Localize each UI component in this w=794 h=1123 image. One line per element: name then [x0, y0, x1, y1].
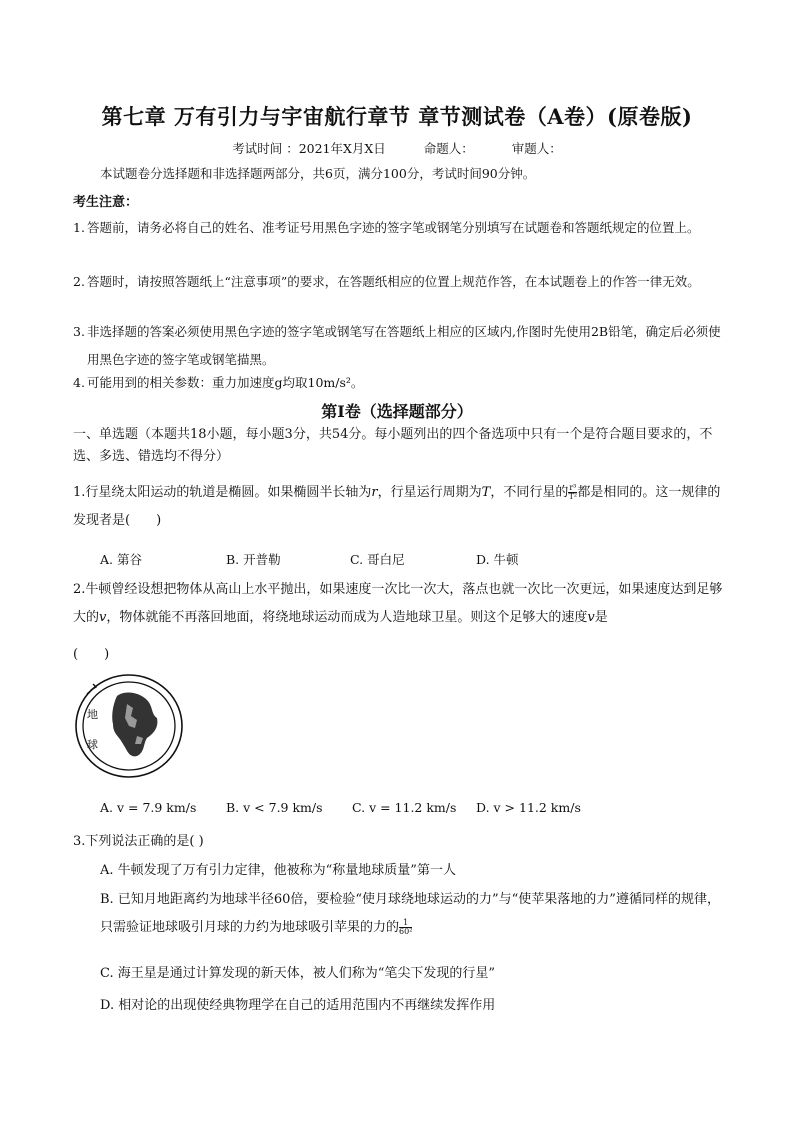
q3-option-b-text: B. 已知月地距离约为地球半径60倍，要检验“使月球绕地球运动的力”与“使苹果落地的力”遵循同样的规律，只需验证地球吸引月球的力约为地球吸引苹果的力的 — [100, 892, 720, 935]
q1-options — [100, 550, 519, 568]
var-r: r — [371, 485, 378, 500]
reviewer-label: 审题人： — [511, 141, 562, 156]
q3-option-d[interactable]: D. 相对论的出现使经典物理学在自己的适用范围内不再继续发挥作用 — [100, 998, 496, 1013]
figure-label-earth-1: 地 — [87, 708, 98, 721]
page-title: 第七章 万有引力与宇宙航行章节 章节测试卷（A卷）(原卷版) — [101, 104, 693, 129]
notice-item — [73, 318, 725, 374]
q1-stem-b: ，行星运行周期为 — [377, 485, 482, 500]
notice-item-number: 1. — [73, 220, 85, 235]
fraction-numerator: r³ — [569, 483, 577, 492]
exam-time: 考试时间 ：2021年X月X日 — [232, 141, 386, 156]
fraction-numerator: 1 — [399, 919, 412, 928]
q1-stem-c: ，不同行星的 — [490, 485, 569, 500]
fraction-denominator: 60² — [399, 927, 413, 936]
q2-answer-blank: ( ) — [73, 647, 110, 662]
notice-item-number: 4. — [73, 375, 85, 390]
q1-option-a[interactable]: A. 第谷 — [100, 552, 142, 567]
notice-heading: 考生注意： — [73, 195, 139, 210]
intro-text: 本试题卷分选择题和非选择题两部分，共6页，满分100分，考试时间90分钟。 — [100, 166, 536, 181]
orbit-arrow — [87, 684, 96, 694]
q3-option-c[interactable]: C. 海王星是通过计算发现的新天体，被人们称为“笔尖下发现的行星” — [100, 966, 496, 981]
fraction-denominator: T² — [568, 492, 578, 501]
exam-meta — [0, 139, 794, 157]
q1-option-c[interactable]: C. 哥白尼 — [350, 552, 405, 567]
figure-label-earth-2: 球 — [87, 738, 98, 751]
var-T: T — [481, 485, 491, 500]
q2-stem-a: 2.牛顿曾经设想把物体从高山上水平抛出，如果速度一次比一次大，落点也就一次比一次更远，如果速度达到足够大的 — [73, 582, 723, 625]
notice-item-text: 答题前，请务必将自己的姓名、准考证号用黑色字迹的签字笔或钢笔分别填写在试题卷和答题纸规定的位置上。 — [87, 220, 700, 235]
author-label: 命题人： — [423, 141, 474, 156]
q1-option-d[interactable]: D. 牛顿 — [476, 552, 519, 567]
part-title: 第Ⅰ卷（选择题部分） — [321, 402, 473, 421]
q1-stem-d: 都是相同的。这一规律的发现者是( ) — [73, 485, 721, 528]
question-2 — [73, 576, 725, 632]
q1-stem-a: 1.行星绕太阳运动的轨道是椭圆。如果椭圆半长轴为 — [73, 485, 372, 500]
notice-item-text: 非选择题的答案必须使用黑色字迹的签字笔或钢笔写在答题纸上相应的区域内,作图时先使用2B铅笔，确定后必须使用黑色字迹的签字笔或钢笔描黑。 — [87, 324, 721, 367]
notice-item-text: 可能用到的相关参数：重力加速度g均取10m/s²。 — [87, 375, 364, 390]
q2-option-c[interactable]: C. v = 11.2 km/s — [352, 800, 457, 815]
fraction-1-over-60-squared — [399, 919, 412, 936]
notice-item — [73, 214, 725, 242]
var-v: v — [587, 610, 595, 625]
q1-option-b[interactable]: B. 开普勒 — [226, 552, 281, 567]
earth-orbit-diagram — [73, 672, 185, 780]
q2-option-d[interactable]: D. v > 11.2 km/s — [476, 800, 581, 815]
question-3-stem: 3.下列说法正确的是( ) — [73, 834, 204, 849]
notice-item-number: 2. — [73, 274, 85, 289]
notice-item-text: 答题时，请按照答题纸上“注意事项”的要求，在答题纸相应的位置上规范作答，在本试题卷上的作答一律无效。 — [87, 274, 700, 289]
q2-option-a[interactable]: A. v = 7.9 km/s — [100, 800, 197, 815]
q3-option-b[interactable] — [100, 886, 725, 942]
var-v: v — [99, 610, 107, 625]
notice-item — [73, 369, 725, 397]
question-1 — [73, 479, 725, 535]
q2-stem-b: ，物体就能不再落回地面，将绕地球运动而成为人造地球卫星。则这个足够大的速度 — [106, 610, 588, 625]
fraction-r3-over-T2 — [568, 484, 577, 501]
q3-option-a[interactable]: A. 牛顿发现了万有引力定律，他被称为“称量地球质量”第一人 — [100, 863, 456, 878]
section-instructions: 一、单选题（本题共18小题，每小题3分，共54分。每小题列出的四个备选项中只有一个是符合题目要求的，不选、多选、错选均不得分） — [73, 427, 713, 464]
notice-item-number: 3. — [73, 324, 85, 339]
q2-options — [100, 800, 581, 815]
q2-stem-c: 是 — [594, 610, 608, 625]
q2-option-b[interactable]: B. v < 7.9 km/s — [226, 800, 323, 815]
earth-orbit-figure — [73, 672, 185, 780]
notice-item — [73, 268, 725, 296]
